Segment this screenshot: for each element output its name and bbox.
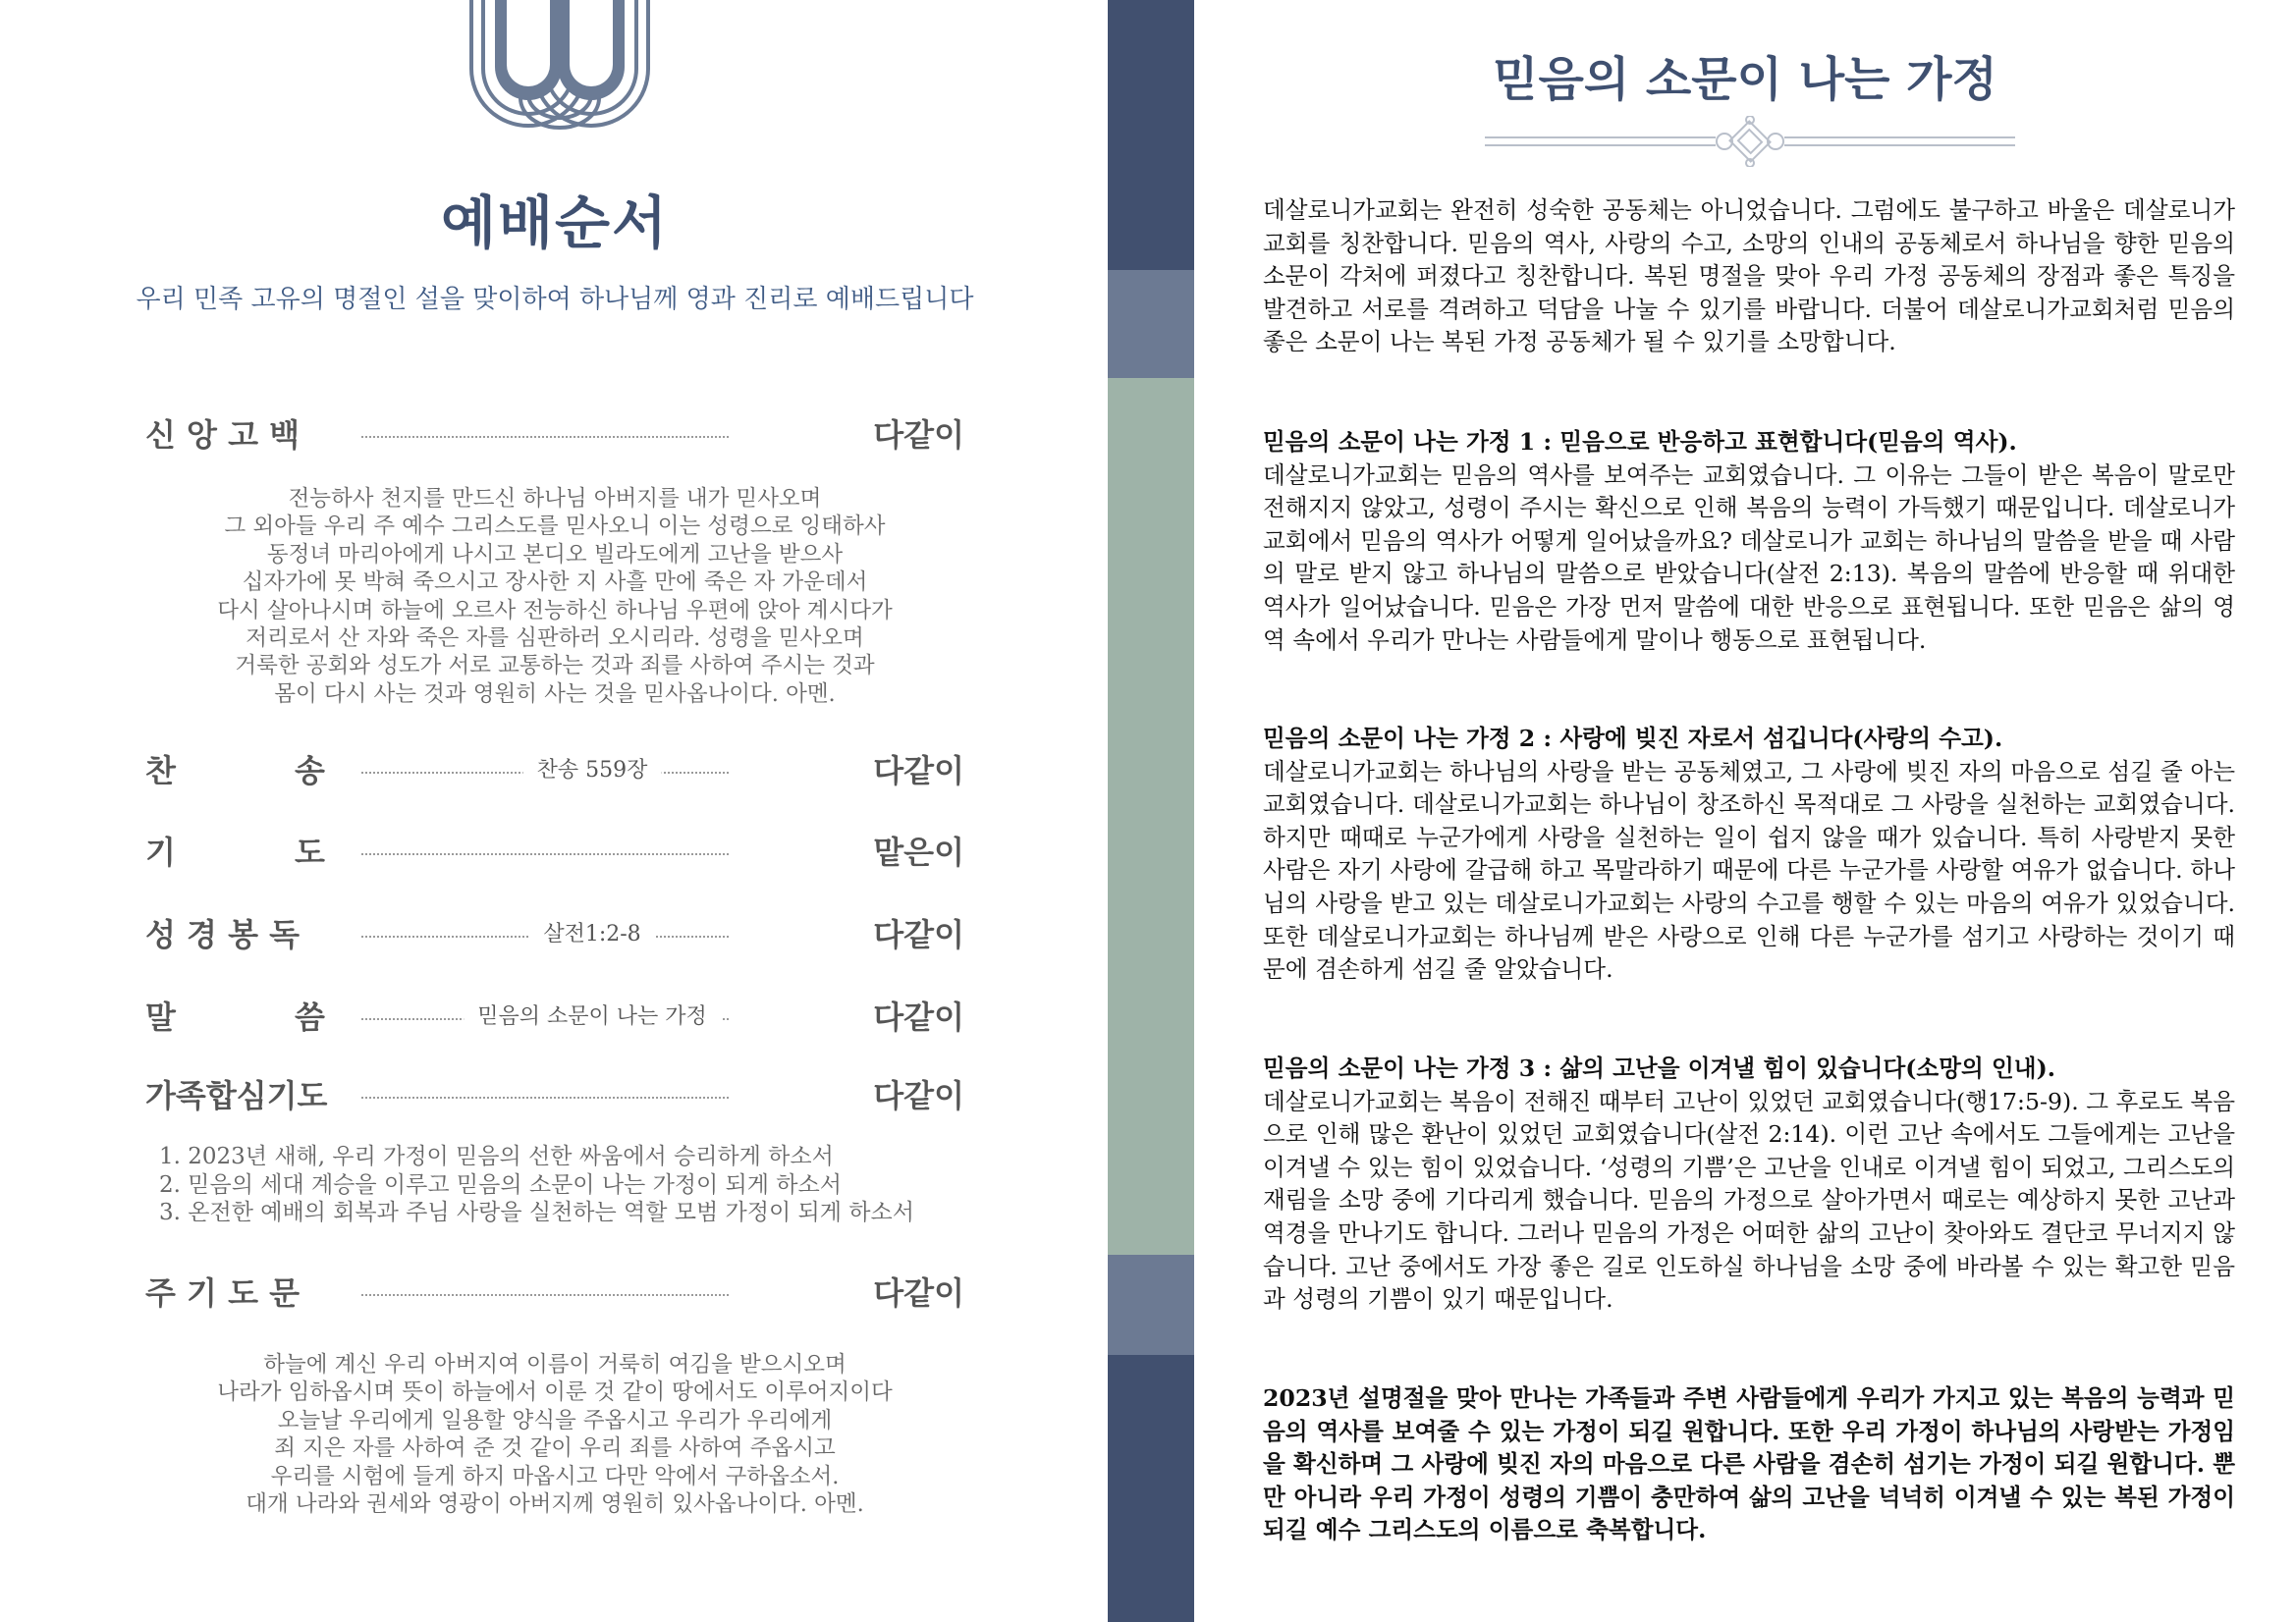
section-3 bbox=[1263, 1053, 2235, 1317]
creed-line: 십자가에 못 박혀 죽으시고 장사한 지 사흘 만에 죽은 자 가운데서 bbox=[242, 569, 868, 596]
lords-prayer-leader: 다같이 bbox=[873, 1274, 964, 1312]
creed-line: 몸이 다시 사는 것과 영원히 사는 것을 믿사옵나이다. 아멘. bbox=[274, 680, 836, 707]
hymn-label-a: 찬 bbox=[145, 752, 176, 789]
hymn-label-b: 송 bbox=[295, 752, 325, 789]
closing-paragraph: 2023년 설명절을 맞아 만나는 가족들과 주변 사람들에게 우리가 가지고 있는 복음의 능력과 믿음의 역사를 보여줄 수 있는 가정이 되길 원합니다. 또한 우리 가정이 하나님의 사랑받는 가정임을 확신하며 그 사랑에 빚진 자의 마음으로 다른 사람을 겸손히 섬기는 가정이 되길 원합니다. 뿐만 아니라 우리 가정이 성령의 기쁨이 충만하여 삶의 고난을 넉넉히 이겨낼 수 있는 복된 가정이 되길 예수 그리스도의 이름으로 축복합니다. bbox=[1263, 1384, 2235, 1544]
left-page bbox=[0, 0, 1110, 1622]
order-subtitle: 우리 민족 고유의 명절인 설을 맞이하여 하나님께 영과 진리로 예배드립니다 bbox=[136, 285, 974, 314]
order-of-worship-title: 예배순서 bbox=[440, 189, 670, 256]
intro-paragraph: 데살로니가교회는 완전히 성숙한 공동체는 아니었습니다. 그럼에도 불구하고 바울은 데살로니가교회를 칭찬합니다. 믿음의 역사, 사랑의 수고, 소망의 인내의 공동체로서 하나님을 향한 믿음의 소문이 각처에 퍼졌다고 칭찬합니다. 복된 명절을 맞아 우리 가정 공동체의 장점과 좋은 특징을 발견하고 서로를 격려하고 덕담을 나눌 수 있기를 바랍니다. 더불어 데살로니가교회처럼 믿음의 좋은 소문이 나는 복된 가정 공동체가 될 수 있기를 소망합니다. bbox=[1263, 196, 2235, 356]
hymn-detail: 찬송 559장 bbox=[523, 746, 662, 795]
stripe-navy-top bbox=[1108, 0, 1194, 270]
prayer-line: 대개 나라와 권세와 영광이 아버지께 영원히 있사옵나이다. 아멘. bbox=[246, 1491, 864, 1518]
section-heading: 믿음의 소문이 나는 가정 2 : 사랑에 빚진 자로서 섬깁니다(사랑의 수고). bbox=[1263, 725, 2003, 752]
family-prayer-leader: 다같이 bbox=[873, 1077, 964, 1114]
apostles-creed-text bbox=[98, 485, 1011, 708]
section-heading: 믿음의 소문이 나는 가정 1 : 믿음으로 반응하고 표현합니다(믿음의 역사). bbox=[1263, 428, 2017, 456]
stripe-slate-top bbox=[1108, 270, 1194, 378]
prayer-label-a: 기 bbox=[145, 834, 176, 871]
creed-label: 신 앙 고 백 bbox=[145, 416, 301, 454]
family-prayer-label: 가족합심기도 bbox=[145, 1077, 328, 1114]
prayer-row bbox=[145, 828, 964, 877]
center-color-stripe bbox=[1108, 0, 1194, 1622]
section-body: 데살로니가교회는 하나님의 사랑을 받는 공동체였고, 그 사랑에 빚진 자의 마음으로 섬길 줄 아는 교회였습니다. 데살로니가교회는 하나님이 창조하신 목적대로 그 사랑을 실천하는 교회였습니다. 하지만 때때로 누군가에게 사랑을 실천하는 일이 쉽지 않을 때가 있습니다. 특히 사랑받지 못한 사람은 자기 사랑에 갈급해 하고 목말라하기 때문에 다른 누군가를 사랑할 여유가 없습니다. 하나님의 사랑을 받고 있는 데살로니가교회는 사랑의 수고를 행할 수 있는 마음의 여유가 있었습니다. 또한 데살로니가교회는 하나님께 받은 사랑으로 인해 다른 누군가를 섬기고 사랑하는 것이기 때문에 겸손하게 섬길 줄 알았습니다. bbox=[1263, 757, 2235, 984]
reading-leader: 다같이 bbox=[873, 916, 964, 953]
stripe-sage bbox=[1108, 378, 1194, 1255]
creed-line: 동정녀 마리아에게 나시고 본디오 빌라도에게 고난을 받으사 bbox=[266, 541, 844, 568]
section-2 bbox=[1263, 723, 2235, 987]
scripture-reading-row bbox=[145, 910, 964, 959]
right-page bbox=[1194, 0, 2296, 1622]
prayer-line: 하늘에 계신 우리 아버지여 이름이 거룩히 여김을 받으시오며 bbox=[263, 1352, 847, 1378]
hymn-row bbox=[145, 746, 964, 795]
sermon-row bbox=[145, 993, 964, 1042]
family-prayer-row bbox=[145, 1071, 964, 1120]
section-body: 데살로니가교회는 복음이 전해진 때부터 고난이 있었던 교회였습니다(행17:5-9). 그 후로도 복음으로 인해 많은 환난이 있었던 교회였습니다(살전 2:14). 이런 고난 속에서도 그들에게는 고난을 이겨낼 수 있는 힘이 있었습니다. ‘성령의 기쁨’은 고난을 인내로 이겨낼 힘이 되었고, 그리스도의 재림을 소망 중에 기다리게 했습니다. 믿음의 가정으로 살아가면서 때로는 예상하지 못한 고난과 역경을 만나기도 합니다. 그러나 믿음의 가정은 어떠한 삶의 고난이 찾아와도 결단코 무너지지 않습니다. 고난 중에서도 가장 좋은 길로 인도하실 하나님을 소망 중에 바라볼 수 있는 확고한 믿음과 성령의 기쁨이 있기 때문입니다. bbox=[1263, 1087, 2235, 1314]
sermon-label-b: 씀 bbox=[295, 999, 325, 1036]
list-item: 1. 2023년 새해, 우리 가정이 믿음의 선한 싸움에서 승리하게 하소서 bbox=[159, 1144, 834, 1169]
prayer-line: 나라가 임하옵시며 뜻이 하늘에서 이룬 것 같이 땅에서도 이루어지이다 bbox=[217, 1379, 893, 1406]
prayer-line: 우리를 시험에 들게 하지 마옵시고 다만 악에서 구하옵소서. bbox=[270, 1463, 840, 1489]
stripe-navy-bottom bbox=[1108, 1355, 1194, 1622]
lords-prayer-label: 주 기 도 문 bbox=[145, 1274, 301, 1312]
list-item: 3. 온전한 예배의 회복과 주님 사랑을 실천하는 역할 모범 가정이 되게 하소서 bbox=[159, 1200, 914, 1225]
dotted-leader bbox=[361, 1294, 729, 1296]
lords-prayer-row bbox=[145, 1269, 964, 1318]
prayer-line: 죄 지은 자를 사하여 준 것 같이 우리 죄를 사하여 주옵시고 bbox=[274, 1435, 836, 1462]
creed-line: 저리로서 산 자와 죽은 자를 심판하러 오시리라. 성령을 믿사오며 bbox=[246, 625, 864, 652]
creed-leader: 다같이 bbox=[873, 416, 964, 454]
prayer-label-b: 도 bbox=[295, 834, 325, 871]
section-1 bbox=[1263, 426, 2235, 657]
hymn-leader: 다같이 bbox=[873, 752, 964, 789]
article-title: 믿음의 소문이 나는 가정 bbox=[1493, 52, 1997, 107]
reading-label: 성 경 봉 독 bbox=[145, 916, 301, 953]
dotted-leader bbox=[361, 853, 729, 855]
creed-line: 전능하사 천지를 만드신 하나님 아버지를 내가 믿사오며 bbox=[288, 486, 822, 512]
arch-logo-icon bbox=[462, 0, 658, 137]
reading-detail: 살전1:2-8 bbox=[529, 910, 654, 959]
creed-line: 다시 살아나시며 하늘에 오르사 전능하신 하나님 우편에 앉아 계시다가 bbox=[217, 597, 893, 623]
section-body: 데살로니가교회는 믿음의 역사를 보여주는 교회였습니다. 그 이유는 그들이 받은 복음이 말로만 전해지지 않았고, 성령이 주시는 확신으로 인해 복음의 능력이 가득했기 때문입니다. 데살로니가교회에서 믿음의 역사가 어떻게 일어났을까요? 데살로니가 교회는 하나님의 말씀을 받을 때 사람의 말로 받지 않고 하나님의 말씀으로 받았습니다(살전 2:13). 복음의 말씀에 반응할 때 위대한 역사가 일어났습니다. 믿음은 가장 먼저 말씀에 대한 반응으로 표현됩니다. 또한 믿음은 삶의 영역 속에서 우리가 만나는 사람들에게 말이나 행동으로 표현됩니다. bbox=[1263, 460, 2235, 654]
creed-line: 그 외아들 우리 주 예수 그리스도를 믿사오니 이는 성령으로 잉태하사 bbox=[224, 514, 886, 540]
prayer-leader: 맡은이 bbox=[873, 834, 964, 871]
lords-prayer-text bbox=[98, 1351, 1011, 1518]
stripe-slate-bottom bbox=[1108, 1255, 1194, 1355]
family-prayer-list bbox=[159, 1143, 914, 1227]
prayer-line: 오늘날 우리에게 일용할 양식을 주옵시고 우리가 우리에게 bbox=[277, 1407, 833, 1433]
list-item: 2. 믿음의 세대 계승을 이루고 믿음의 소문이 나는 가정이 되게 하소서 bbox=[159, 1171, 842, 1198]
creed-row bbox=[145, 410, 964, 460]
sermon-detail: 믿음의 소문이 나는 가정 bbox=[464, 993, 721, 1042]
creed-line: 거룩한 공회와 성도가 서로 교통하는 것과 죄를 사하여 주시는 것과 bbox=[235, 653, 875, 679]
section-heading: 믿음의 소문이 나는 가정 3 : 삶의 고난을 이겨낼 힘이 있습니다(소망의 인내). bbox=[1263, 1054, 2055, 1082]
sermon-leader: 다같이 bbox=[873, 999, 964, 1036]
dotted-leader bbox=[361, 436, 729, 438]
sermon-label-a: 말 bbox=[145, 999, 176, 1036]
knot-ornament-icon bbox=[1485, 116, 2015, 167]
dotted-leader bbox=[361, 1097, 729, 1099]
